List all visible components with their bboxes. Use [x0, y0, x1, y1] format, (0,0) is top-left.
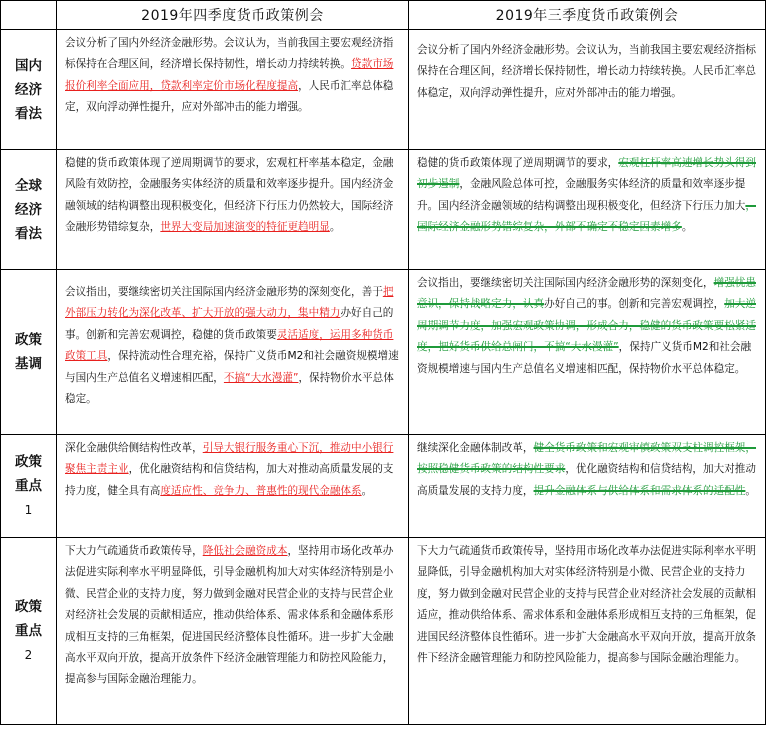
q4-cell	[57, 538, 409, 725]
row-label-line: 政策	[15, 454, 42, 470]
deleted-text: 增强忧患意识，保持战略定力，认真	[417, 277, 756, 311]
added-text: 贷款市场报价利率全面应用，贷款利率定价市场化程度提高	[65, 58, 394, 92]
header-row	[1, 1, 766, 30]
q3-text	[409, 150, 765, 242]
q3-cell	[409, 30, 766, 150]
q4-text	[57, 435, 408, 505]
body-text: ，保持广义货币M2和社会融资规模增速与国内生产总值名义增速相匹配，保持物价水平总体稳定。	[417, 341, 752, 375]
row-label-line: 看法	[15, 105, 42, 122]
body-text: 会议指出，要继续密切关注国际国内经济金融形势的深刻变化，善于	[65, 286, 383, 298]
body-text: 会议分析了国内外经济金融形势。会议认为，当前我国主要宏观经济指标保持在合理区间，经济增长保持韧性，增长动力持续转换。	[65, 37, 394, 71]
body-text: 。	[745, 484, 756, 497]
body-text: ，优化融资结构和信贷结构，加大对推动高质量发展的支持力度，健全具有高	[65, 463, 394, 497]
row-label-policy-tone	[1, 270, 57, 435]
body-text: 。	[329, 221, 341, 234]
body-text: 。	[681, 221, 693, 234]
body-text: ，人民币汇率总体稳定，双向浮动弹性提升，应对外部冲击的能力增强。	[65, 79, 394, 114]
body-text: 稳健的货币政策体现了逆周期调节的要求，宏观杠杆率基本稳定，金融风险有效防控，金融服务实体经济的质量和效率逐步提升。国内经济金融领域的结构调整出现积极变化，但经济下行压力仍然较大，国际经济金融形势错综复杂，	[65, 157, 394, 234]
body-text: 下大力气疏通货币政策传导，坚持用市场化改革办法促进实际利率水平明显降低，引导金融机构加大对实体经济特别是小微、民营企业的支持力度，努力做到金融对民营企业的支持与民营企业对经济社会发展的贡献相适应，推动供给体系、需求体系和金融体系形成相互支持的三角框架，促进国民经济整体良性循环。进一步扩大金融高水平双向开放，提高开放条件下经济金融管理能力和防控风险能力，提高参与国际金融治理能力。	[417, 545, 756, 665]
body-text: 继续深化金融体制改革，	[417, 442, 534, 454]
row-label-number: 1	[24, 503, 33, 517]
q3-cell	[409, 435, 766, 538]
row-label-line: 重点	[15, 478, 42, 494]
added-text: 灵活适度，运用多种货币政策工具	[65, 328, 394, 363]
q4-cell	[57, 30, 409, 150]
added-text: 世界大变局加速演变的特征更趋明显	[160, 221, 330, 234]
added-text: 不搞“大水漫灌”	[223, 371, 299, 384]
added-text: 把外部压力转化为深化改革、扩大开放的强大动力，集中精力	[65, 286, 394, 320]
deleted-text: 加大逆周期调节力度，加强宏观政策协调，形成合力，稳健的货币政策要松紧适度，把好货币供给总闸门，不搞“大水漫灌”	[417, 298, 756, 354]
row-label-line: 看法	[15, 225, 42, 242]
q3-text	[409, 538, 765, 672]
q3-text	[409, 270, 765, 383]
deleted-text: 宏观杠杆率高速增长势头得到初步遏制	[417, 157, 756, 191]
row-label-number: 2	[24, 648, 33, 662]
corner-cell	[1, 1, 57, 30]
added-text: 引导大银行服务重心下沉，推动中小银行聚焦主责主业	[65, 442, 394, 476]
row-label-line: 全球	[15, 177, 42, 194]
deleted-text: 健全货币政策和宏观审慎政策双支柱调控框架，按照稳健货币政策的结构性要求	[417, 442, 756, 476]
q4-text	[57, 270, 408, 413]
row-label-line: 重点	[15, 623, 42, 639]
table-row	[1, 150, 766, 270]
q4-cell	[57, 270, 409, 435]
row-label-line: 政策	[15, 332, 42, 348]
row-label-line: 基调	[15, 356, 42, 372]
q4-text	[57, 538, 408, 694]
table-row	[1, 538, 766, 725]
body-text: 办好自己的事。创新和完善宏观调控，稳健的货币政策要	[65, 307, 394, 341]
row-label-line: 政策	[15, 599, 42, 615]
q3-text	[409, 30, 765, 107]
body-text: ，坚持用市场化改革办法促进实际利率水平明显降低，引导金融机构加大对实体经济特别是小微、民营企业的支持力度，努力做到金融对民营企业的支持与民营企业对经济社会发展的贡献相适应，推动供给体系、需求体系和金融体系形成相互支持的三角框架，促进国民经济整体良性循环。进一步扩大金融高水平双向开放，提高开放条件下经济金融管理能力和防控风险能力，提高参与国际金融治理能力。	[65, 545, 394, 686]
row-label-domestic-economy	[1, 30, 57, 150]
body-text: 下大力气疏通货币政策传导，	[65, 545, 203, 557]
header-q3: 2019年三季度货币政策例会	[409, 1, 766, 30]
body-text: 稳健的货币政策体现了逆周期调节的要求，	[417, 157, 619, 169]
q3-cell	[409, 538, 766, 725]
q4-text	[57, 30, 408, 122]
body-text: ，保持物价水平总体稳定。	[65, 371, 394, 406]
q4-text	[57, 150, 408, 242]
added-text: 降低社会融资成本	[202, 545, 288, 557]
row-label-policy-focus-1	[1, 435, 57, 538]
row-label-global-economy	[1, 150, 57, 270]
deleted-text: ，国际经济金融形势错综复杂，外部不确定不稳定因素增多	[417, 199, 756, 234]
row-label-line: 经济	[15, 81, 42, 98]
added-text: 度适应性、竞争力、普惠性的现代金融体系	[160, 484, 362, 497]
q3-cell	[409, 270, 766, 435]
deleted-text: 提升金融体系与供给体系和需求体系的适配性	[533, 484, 746, 497]
row-label-line: 经济	[15, 201, 42, 218]
table-row	[1, 270, 766, 435]
body-text: ，优化融资结构和信贷结构，加大对推动高质量发展的支持力度，	[417, 463, 756, 497]
q3-cell	[409, 150, 766, 270]
body-text: 会议分析了国内外经济金融形势。会议认为，当前我国主要宏观经济指标保持在合理区间，经济增长保持韧性，增长动力持续转换。人民币汇率总体稳定，双向浮动弹性提升，应对外部冲击的能力增强。	[417, 44, 756, 99]
body-text: 办好自己的事。创新和完善宏观调控，	[544, 298, 725, 311]
row-label-policy-focus-2	[1, 538, 57, 725]
table-row	[1, 435, 766, 538]
table-row	[1, 30, 766, 150]
body-text: ，保持流动性合理充裕，保持广义货币M2和社会融资规模增速与国内生产总值名义增速相匹配，	[65, 350, 399, 384]
row-label-line: 国内	[15, 57, 42, 74]
body-text: 深化金融供给侧结构性改革，	[65, 442, 203, 454]
q4-cell	[57, 150, 409, 270]
body-text: 会议指出，要继续密切关注国际国内经济金融形势的深刻变化，	[417, 277, 714, 289]
q4-cell	[57, 435, 409, 538]
body-text: ，金融风险总体可控，金融服务实体经济的质量和效率逐步提升。国内经济金融领域的结构调整出现积极变化，但经济下行压力加大	[417, 178, 746, 212]
body-text: 。	[361, 484, 373, 497]
header-q4: 2019年四季度货币政策例会	[57, 1, 409, 30]
q3-text	[409, 435, 765, 505]
